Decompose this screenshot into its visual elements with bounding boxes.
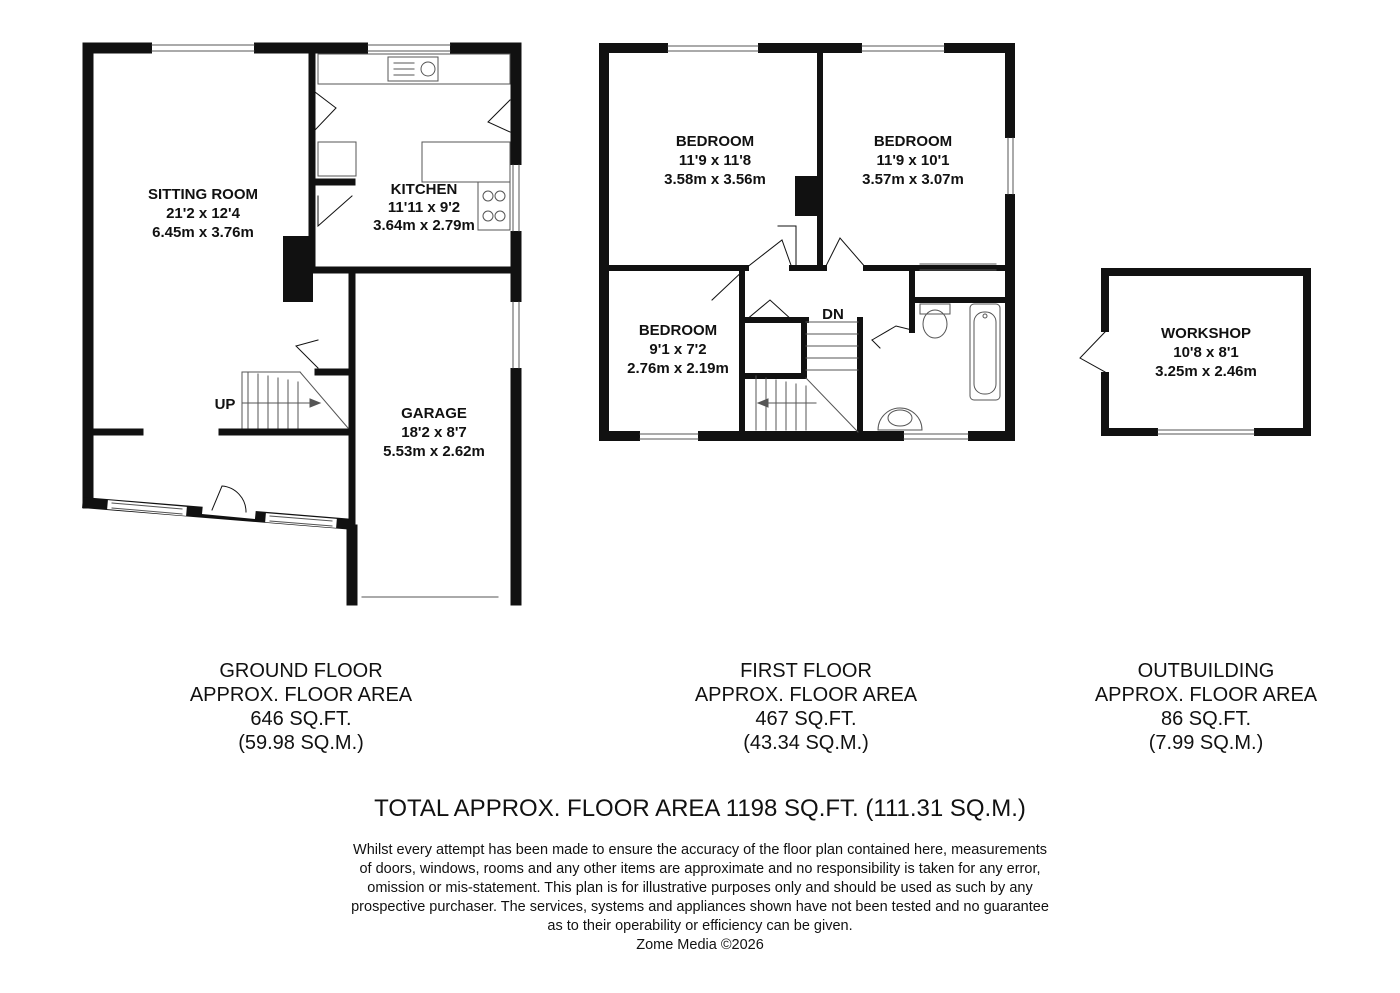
bedroom-2-metric: 3.57m x 3.07m: [862, 171, 964, 188]
ground-floor-sqft: 646 SQ.FT.: [250, 708, 352, 730]
bedroom-1-name: BEDROOM: [675, 133, 755, 150]
ground-floor-plan: [88, 42, 522, 606]
stairs-up-label: UP: [214, 396, 236, 413]
kitchen-metric: 3.64m x 2.79m: [373, 217, 475, 234]
ground-floor-title: GROUND FLOOR: [219, 660, 383, 682]
workshop-name: WORKSHOP: [1161, 325, 1251, 342]
disclaimer-line: as to their operability or efficiency can be given.: [547, 918, 853, 934]
chimney-breast: [795, 176, 820, 216]
first-floor-area-label: APPROX. FLOOR AREA: [694, 684, 918, 706]
bedroom-3-metric: 2.76m x 2.19m: [627, 360, 729, 377]
workshop-metric: 3.25m x 2.46m: [1155, 363, 1257, 380]
ground-floor-summary: [121, 659, 481, 755]
first-floor-sqm: (43.34 SQ.M.): [743, 732, 869, 754]
sitting-room-imperial: 21'2 x 12'4: [166, 205, 240, 222]
outbuilding-area-label: APPROX. FLOOR AREA: [1094, 684, 1318, 706]
ground-floor-stairs: [242, 372, 348, 428]
outbuilding-sqm: (7.99 SQ.M.): [1148, 732, 1264, 754]
first-floor-plan: [604, 43, 1015, 441]
first-floor-sqft: 467 SQ.FT.: [755, 708, 857, 730]
bedroom-1-metric: 3.58m x 3.56m: [664, 171, 766, 188]
bedroom-3-name: BEDROOM: [638, 322, 718, 339]
ground-floor-area-label: APPROX. FLOOR AREA: [189, 684, 413, 706]
first-floor-windows: [640, 43, 1015, 441]
kitchen-imperial: 11'11 x 9'2: [387, 199, 461, 216]
disclaimer-line: omission or mis-statement. This plan is for illustrative purposes only and should be used as such by any: [367, 880, 1033, 896]
ground-floor-sqm: (59.98 SQ.M.): [238, 732, 364, 754]
disclaimer-line: prospective purchaser. The services, systems and appliances shown have not been tested and no guarantee: [351, 899, 1049, 915]
garage-metric: 5.53m x 2.62m: [383, 443, 485, 460]
first-floor-summary: [626, 659, 986, 755]
sitting-room-metric: 6.45m x 3.76m: [152, 224, 254, 241]
stairs-down-label: DN: [822, 306, 844, 323]
fireplace: [283, 236, 313, 302]
bathroom-fixtures: [878, 304, 1000, 430]
disclaimer: [300, 841, 1100, 955]
outbuilding-summary: [1026, 659, 1386, 755]
disclaimer-line: Whilst every attempt has been made to ensure the accuracy of the floor plan contained here, measurements: [353, 842, 1047, 858]
bedroom-2-imperial: 11'9 x 10'1: [876, 152, 950, 169]
credit: Zome Media ©2026: [636, 937, 764, 953]
sitting-room-name: SITTING ROOM: [148, 186, 258, 203]
bedroom-1-imperial: 11'9 x 11'8: [678, 152, 752, 169]
workshop-imperial: 10'8 x 8'1: [1173, 344, 1239, 361]
bedroom-2-name: BEDROOM: [873, 133, 953, 150]
kitchen-name: KITCHEN: [390, 181, 458, 198]
disclaimer-line: of doors, windows, rooms and any other items are approximate and no responsibility is taken for any error,: [359, 861, 1041, 877]
outbuilding-title: OUTBUILDING: [1137, 660, 1275, 682]
outbuilding-sqft: 86 SQ.FT.: [1160, 708, 1252, 730]
garage-imperial: 18'2 x 8'7: [401, 424, 467, 441]
bay-windows: [112, 503, 332, 526]
total-floor-area: TOTAL APPROX. FLOOR AREA 1198 SQ.FT. (111.31 SQ.M.): [374, 795, 1026, 822]
garage-name: GARAGE: [401, 405, 467, 422]
bedroom-3-imperial: 9'1 x 7'2: [649, 341, 707, 358]
first-floor-title: FIRST FLOOR: [740, 660, 872, 682]
